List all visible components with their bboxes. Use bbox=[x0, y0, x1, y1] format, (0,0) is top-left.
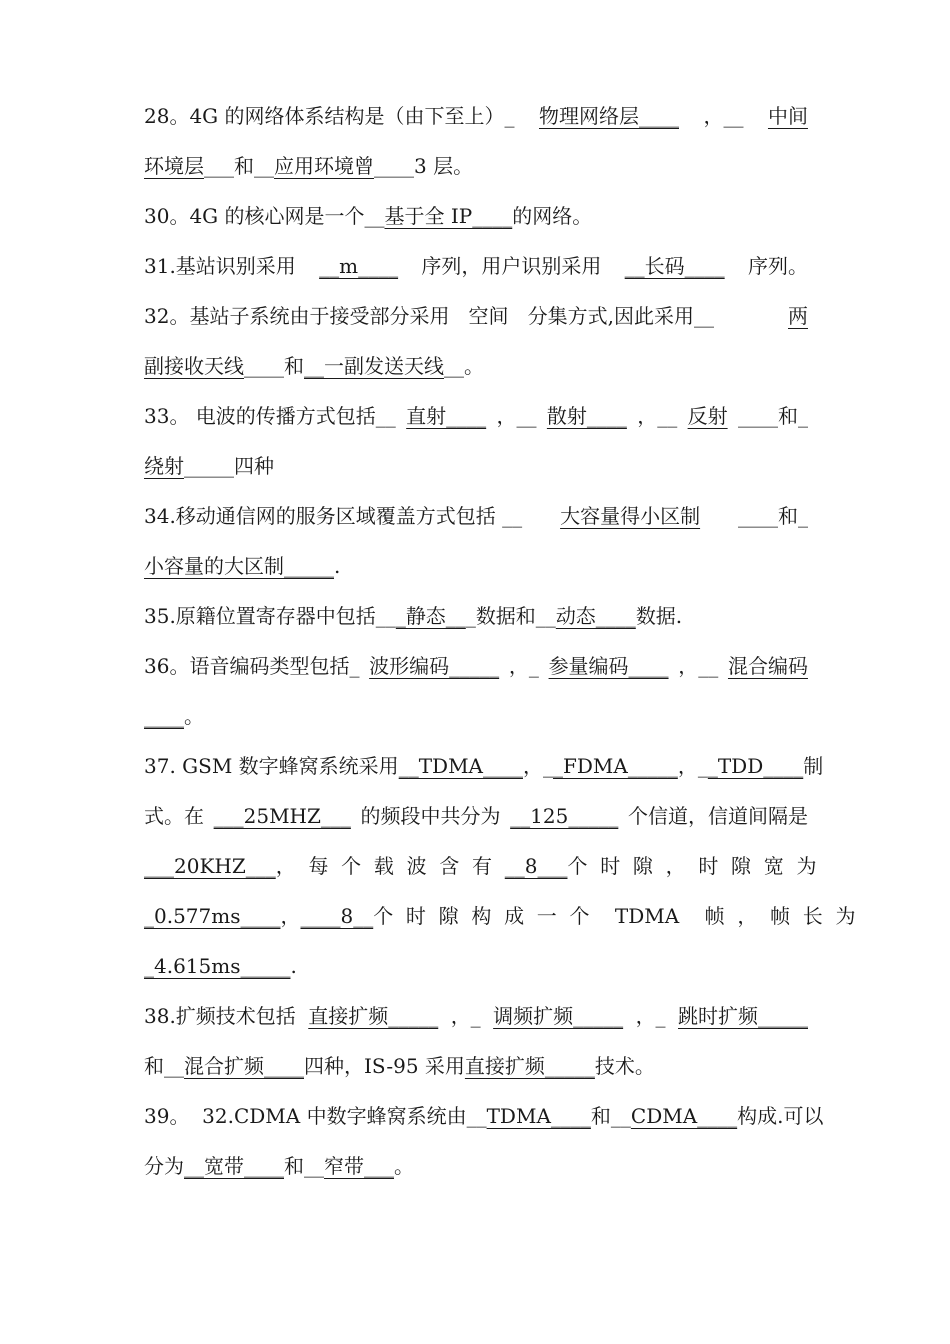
question-text: ___和__ bbox=[204, 154, 274, 178]
question-text: ，_ bbox=[677, 754, 708, 778]
question-text: 个 时 隙 ， 时 隙 宽 为 bbox=[567, 854, 817, 878]
answer-blank: 直接扩频_____ bbox=[464, 1054, 595, 1078]
text-line bbox=[144, 446, 808, 486]
text-line bbox=[144, 546, 808, 586]
answer-blank: 基于全 IP____ bbox=[384, 204, 513, 228]
question-text: . bbox=[334, 554, 341, 578]
question-text: ，__ bbox=[496, 404, 537, 428]
text-line bbox=[144, 1096, 824, 1136]
question-text: ，_ bbox=[522, 754, 553, 778]
question-text: ____和_ bbox=[737, 504, 808, 528]
answer-blank: 调频扩频_____ bbox=[493, 1004, 624, 1028]
answer-blank: 波形编码_____ bbox=[369, 654, 500, 678]
answer-blank: 窄带___ bbox=[324, 1154, 394, 1178]
question-text: 技术。 bbox=[594, 1054, 655, 1078]
question-text: 39。 32.CDMA 中数字蜂窝系统由__ bbox=[144, 1104, 487, 1128]
answer-blank: 环境层 bbox=[144, 154, 204, 178]
answer-blank: __TDMA____ bbox=[398, 754, 523, 778]
question-text: 和__ bbox=[284, 1154, 324, 1178]
question-text: 33。 电波的传播方式包括__ bbox=[144, 404, 396, 428]
answer-blank: ____8__ bbox=[300, 904, 374, 928]
answer-blank: 混合编码 bbox=[727, 654, 808, 678]
question-text: _数据和__ bbox=[465, 604, 556, 628]
text-line bbox=[144, 296, 808, 336]
text-line bbox=[144, 696, 808, 736]
text-line bbox=[144, 396, 808, 436]
answer-blank: 参量编码____ bbox=[548, 654, 669, 678]
question-text: 36。语音编码类型包括_ bbox=[144, 654, 360, 678]
text-line bbox=[144, 1146, 808, 1186]
text-line bbox=[144, 746, 824, 786]
question-text: 式。在 bbox=[144, 804, 204, 828]
question-text: 37. GSM 数字蜂窝系统采用 bbox=[144, 754, 399, 778]
answer-blank: 中间 bbox=[767, 104, 808, 128]
answer-blank: 副接收天线 bbox=[144, 354, 244, 378]
answer-blank: 绕射 bbox=[144, 454, 184, 478]
answer-blank: 混合扩频____ bbox=[184, 1054, 304, 1078]
answer-blank: __m____ bbox=[319, 254, 399, 278]
text-line bbox=[144, 646, 808, 686]
text-line bbox=[144, 196, 808, 236]
question-text: 个信道，信道间隔是 bbox=[627, 804, 808, 828]
answer-blank: _FDMA_____ bbox=[552, 754, 678, 778]
question-text: 个 时 隙 构 成 一 个 TDMA 帧 ， 帧 长 为 bbox=[373, 904, 856, 928]
answer-blank: 跳时扩频_____ bbox=[678, 1004, 808, 1028]
text-line bbox=[144, 346, 808, 386]
answer-blank: ____ bbox=[144, 704, 184, 728]
question-text: 38.扩频技术包括 bbox=[144, 1004, 296, 1028]
question-text: 和__ bbox=[590, 1104, 631, 1128]
question-text: __。 bbox=[444, 354, 484, 378]
question-text: ，__ bbox=[678, 654, 719, 678]
question-text: 30。4G 的核心网是一个__ bbox=[144, 204, 385, 228]
answer-blank: _0.577ms____ bbox=[144, 904, 281, 928]
text-line bbox=[144, 596, 808, 636]
answer-blank: 动态____ bbox=[555, 604, 636, 628]
question-text: _____四种 bbox=[184, 454, 274, 478]
answer-blank: 直射____ bbox=[406, 404, 487, 428]
question-text: 31.基站识别采用 bbox=[144, 254, 296, 278]
question-text: 的频段中共分为 bbox=[360, 804, 501, 828]
question-text: 和__ bbox=[144, 1054, 184, 1078]
text-line bbox=[144, 146, 808, 186]
question-text: 34.移动通信网的服务区域覆盖方式包括 __ bbox=[144, 504, 523, 528]
question-text: . bbox=[290, 954, 297, 978]
answer-blank: __一副发送天线 bbox=[304, 354, 444, 378]
answer-blank: 直接扩频_____ bbox=[308, 1004, 439, 1028]
answer-blank: _4.615ms_____ bbox=[144, 954, 291, 978]
text-line bbox=[144, 846, 817, 886]
question-text: 。 bbox=[184, 704, 204, 728]
text-line bbox=[144, 946, 808, 986]
answer-blank: 小容量的大区制_____ bbox=[144, 554, 334, 578]
text-line bbox=[144, 496, 808, 536]
answer-blank: 散射____ bbox=[546, 404, 627, 428]
question-text: 构成.可以 bbox=[737, 1104, 824, 1128]
question-text: ，_ bbox=[450, 1004, 481, 1028]
answer-blank: ___20KHZ___ bbox=[144, 854, 276, 878]
question-text: 的网络。 bbox=[512, 204, 593, 228]
answer-blank: __宽带____ bbox=[184, 1154, 284, 1178]
question-text: ____和 bbox=[244, 354, 304, 378]
answer-blank: 反射 bbox=[687, 404, 728, 428]
text-line bbox=[144, 246, 808, 286]
question-text: 四种，IS-95 采用 bbox=[304, 1054, 465, 1078]
answer-blank: _TDD____ bbox=[707, 754, 804, 778]
answer-blank: __8___ bbox=[504, 854, 568, 878]
text-line bbox=[144, 796, 808, 836]
question-text: 序列，用户识别采用 bbox=[421, 254, 602, 278]
question-text: 35.原籍位置寄存器中包括__ bbox=[144, 604, 396, 628]
question-text: 数据. bbox=[635, 604, 683, 628]
question-text: ，__ bbox=[703, 104, 744, 128]
question-text: 。 bbox=[394, 1154, 414, 1178]
question-text: ，_ bbox=[508, 654, 539, 678]
question-text: ，__ bbox=[637, 404, 678, 428]
question-text: 分为 bbox=[144, 1154, 184, 1178]
answer-blank: _静态__ bbox=[395, 604, 466, 628]
answer-blank: TDMA____ bbox=[486, 1104, 591, 1128]
answer-blank: __125_____ bbox=[510, 804, 619, 828]
text-line bbox=[144, 896, 856, 936]
answer-blank: 应用环境曾 bbox=[274, 154, 374, 178]
question-text: 32。基站子系统由于接受部分采用 空间 分集方式,因此采用__ bbox=[144, 304, 714, 328]
text-line bbox=[144, 1046, 808, 1086]
text-line bbox=[144, 996, 808, 1036]
answer-blank: 物理网络层____ bbox=[539, 104, 679, 128]
question-text: 序列。 bbox=[747, 254, 808, 278]
answer-blank: __长码____ bbox=[624, 254, 725, 278]
question-text: 制 bbox=[803, 754, 824, 778]
answer-blank: CDMA____ bbox=[630, 1104, 738, 1128]
question-text: ， 每 个 载 波 含 有 bbox=[275, 854, 505, 878]
answer-blank: 两 bbox=[788, 304, 808, 328]
question-text: ____和_ bbox=[737, 404, 808, 428]
answer-blank: ___25MHZ___ bbox=[213, 804, 351, 828]
question-text: ， bbox=[280, 904, 301, 928]
question-text: ____3 层。 bbox=[374, 154, 474, 178]
question-text: ，_ bbox=[635, 1004, 666, 1028]
text-line bbox=[144, 96, 808, 136]
question-text: 28。4G 的网络体系结构是（由下至上）_ bbox=[144, 104, 515, 128]
answer-blank: 大容量得小区制 bbox=[560, 504, 701, 528]
